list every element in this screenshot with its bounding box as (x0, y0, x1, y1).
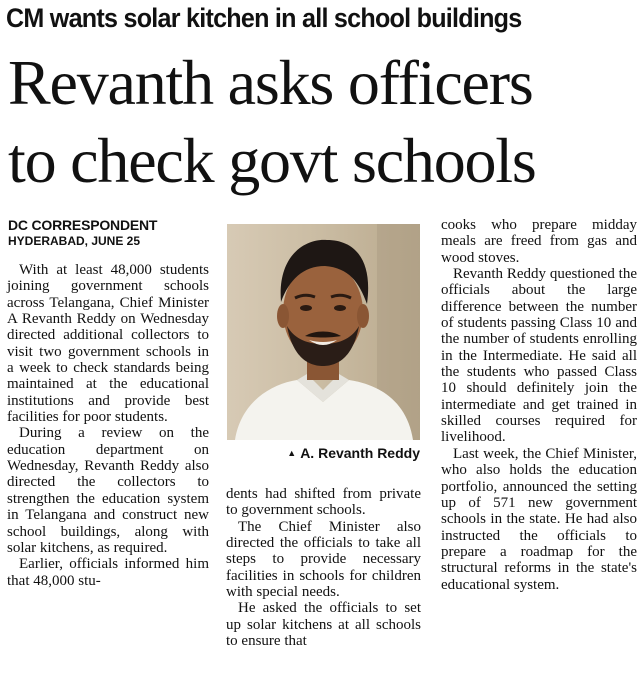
byline: DC CORRESPONDENT (8, 217, 158, 233)
paragraph-continuation: dents had shifted from private to government schools. (226, 486, 421, 519)
paragraph: Earlier, officials informed him that 48,000 stu- (7, 556, 209, 589)
main-headline (8, 44, 638, 200)
paragraph: With at least 48,000 students joining government schools across Telangana, Chief Minister A Revanth Reddy on Wednesday directed additional collectors to visit two government schools in a week to check standards being maintained at the educational institutions and provide best facilities for poor students. (7, 262, 209, 426)
article-column-2 (226, 486, 421, 649)
photo-caption (230, 444, 420, 462)
photo-caption-text: A. Revanth Reddy (300, 445, 420, 461)
portrait-photo (227, 224, 420, 440)
paragraph: He asked the officials to set up solar kitchens at all schools to ensure that (226, 600, 421, 650)
article-column-3 (441, 217, 637, 593)
person-portrait-icon (227, 224, 420, 440)
paragraph: The Chief Minister also directed the officials to take all steps to provide necessary facilities in schools for children with special needs. (226, 518, 421, 601)
caption-pointer-icon: ▲ (287, 448, 297, 458)
paragraph: Last week, the Chief Minister, who also holds the education portfolio, announced the setting up of 571 new government schools in the state. He had also instructed the officials to prepare a roadmap for the structural reforms in the state's educational system. (441, 445, 637, 593)
paragraph: Revanth Reddy questioned the officials about the large difference between the number of students passing Class 10 and the number of students enrolling in the Intermediate. He said all the students who passed Class 10 should definitely join the intermediate and get trained in skilled courses required for livelihood. (441, 266, 637, 446)
kicker-headline: CM wants solar kitchen in all school buildings (6, 3, 522, 33)
paragraph: During a review on the education department on Wednesday, Revanth Reddy also directed the collectors to strengthen the education system in Telangana and construct new school buildings, along with solar kitchens, as required. (7, 425, 209, 556)
dateline: HYDERABAD, JUNE 25 (8, 234, 141, 248)
headline-line-2: to check govt schools (8, 125, 536, 196)
article-column-1 (7, 262, 209, 589)
paragraph-continuation: cooks who prepare midday meals are freed from gas and wood stoves. (441, 217, 637, 266)
headline-line-1: Revanth asks officers (8, 47, 533, 118)
